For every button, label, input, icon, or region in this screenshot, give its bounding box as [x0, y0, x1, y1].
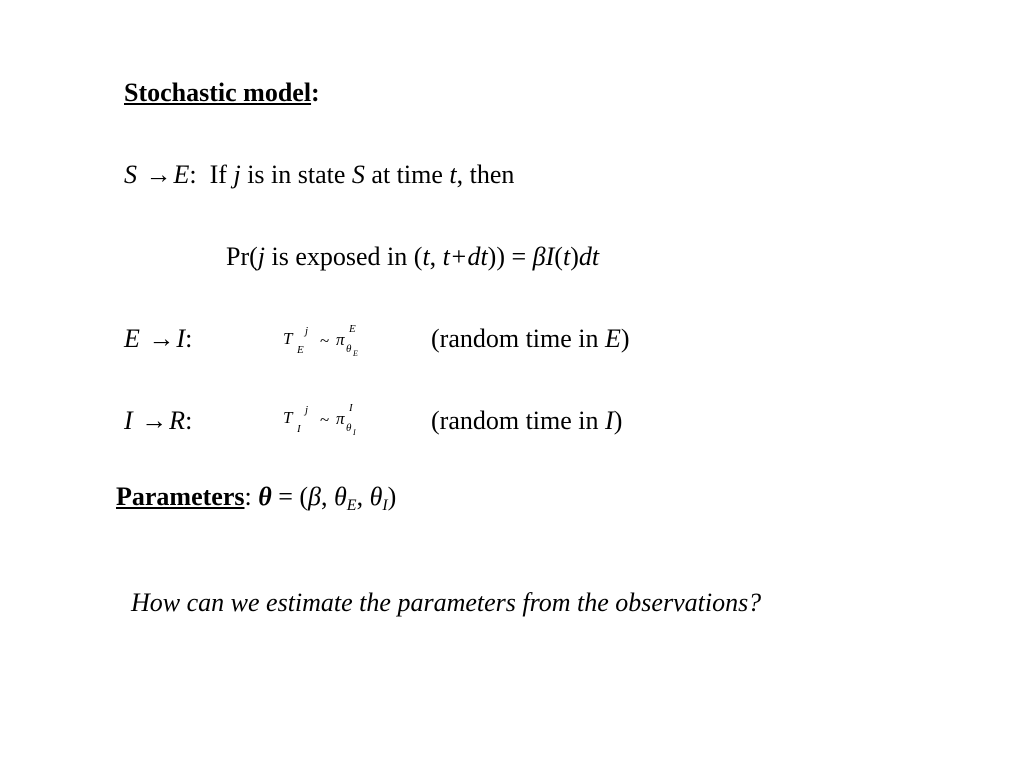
pr-text-1: is exposed in (	[265, 242, 423, 271]
estimation-question: How can we estimate the parameters from the observations?	[131, 588, 762, 617]
slide-heading	[124, 78, 320, 108]
transition-s-e	[124, 160, 514, 190]
note-i-close: )	[613, 406, 623, 435]
note-e-close: )	[620, 324, 630, 353]
pr-paren-open: (	[554, 242, 563, 271]
formula-te-theta: θ	[346, 343, 352, 355]
formula-ti-pi: π	[336, 409, 345, 428]
arrow-ei: →	[148, 324, 175, 353]
note-time-in-i	[431, 406, 622, 436]
formula-ti-theta-sub: I	[353, 428, 356, 437]
parameters-label: Parameters	[116, 482, 245, 511]
parameters-comma-2: ,	[356, 482, 370, 511]
state-s: S	[124, 160, 137, 189]
parameters-theta-i: θ	[369, 482, 383, 511]
note-i-text: (random time in	[431, 406, 606, 435]
pr-paren-close: )	[570, 242, 579, 271]
state-i-to: I	[176, 324, 186, 353]
arrow-ir: →	[141, 406, 168, 435]
state-e-from: E	[124, 324, 140, 353]
state-i-from: I	[124, 406, 133, 435]
formula-ti-sub-i: I	[297, 423, 301, 435]
formula-te-sub-e: E	[297, 344, 304, 356]
note-e-var: E	[605, 324, 621, 353]
formula-ti-sup-j: j	[305, 404, 309, 416]
parameters-close: )	[387, 482, 397, 511]
parameters-comma-1: ,	[321, 482, 334, 511]
heading-text: Stochastic model	[124, 78, 312, 107]
formula-ti	[283, 403, 383, 439]
pr-var-t: t	[422, 242, 430, 271]
note-i-var: I	[605, 406, 614, 435]
pr-var-dt: dt	[578, 242, 600, 271]
pr-var-j: j	[257, 242, 266, 271]
note-e-text: (random time in	[431, 324, 606, 353]
formula-te-tilde: ~	[320, 331, 330, 350]
formula-te	[283, 323, 383, 362]
parameters-theta: θ	[258, 482, 272, 511]
formula-ti-pi-sup: I	[349, 402, 353, 414]
pr-comma: ,	[429, 242, 443, 271]
formula-te-t: T	[283, 329, 293, 348]
pr-var-tdt: t+dt	[442, 242, 488, 271]
pr-var-i: I	[545, 242, 555, 271]
parameters-line	[116, 482, 396, 512]
formula-ti-theta: θ	[346, 422, 352, 434]
se-text-3: at time	[364, 160, 450, 189]
se-var-s: S	[351, 160, 365, 189]
formula-ti-t: T	[283, 408, 293, 427]
exposure-probability	[226, 242, 599, 272]
colon-ir: :	[185, 406, 193, 435]
se-text-1: If	[209, 160, 234, 189]
formula-te-pi: π	[336, 330, 345, 349]
pr-beta: β	[532, 242, 546, 271]
arrow-se: →	[145, 160, 172, 189]
pr-var-t-arg: t	[562, 242, 571, 271]
state-r-to: R	[169, 406, 186, 435]
formula-te-theta-sub: E	[353, 349, 358, 358]
state-e: E	[173, 160, 190, 189]
parameters-beta: β	[308, 482, 321, 511]
se-text-4: , then	[456, 160, 515, 189]
transition-e-i	[124, 324, 192, 354]
se-var-t: t	[449, 160, 457, 189]
transition-i-r	[124, 406, 192, 436]
formula-ti-tilde: ~	[320, 410, 330, 429]
colon-se: :	[189, 160, 197, 189]
se-var-j: j	[233, 160, 241, 189]
parameters-theta-e: θ	[334, 482, 347, 511]
formula-te-pi-sup: E	[349, 323, 356, 335]
formula-te-sup-j: j	[305, 325, 309, 337]
se-text-2: is in state	[240, 160, 352, 189]
note-time-in-e	[431, 324, 630, 354]
pr-text-2: )) =	[487, 242, 533, 271]
colon-ei: :	[185, 324, 193, 353]
heading-colon: :	[311, 78, 320, 107]
parameters-sub-e: E	[346, 497, 357, 514]
parameters-colon: :	[244, 482, 259, 511]
parameters-eq: = (	[271, 482, 309, 511]
pr-open: Pr(	[226, 242, 258, 271]
parameters-sub-i: I	[382, 497, 388, 514]
